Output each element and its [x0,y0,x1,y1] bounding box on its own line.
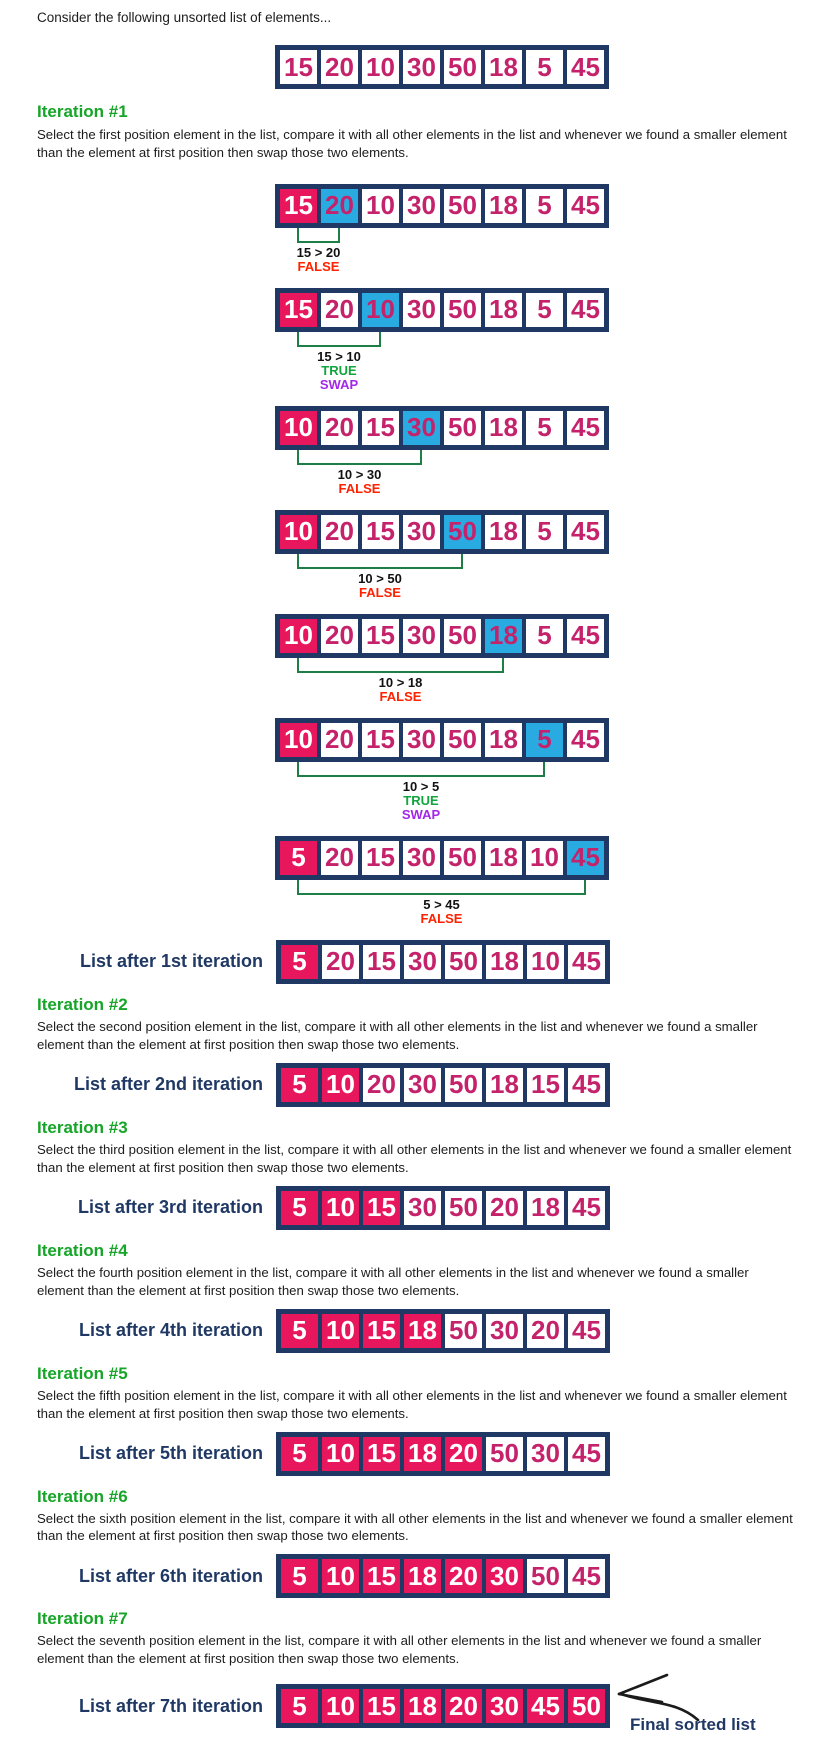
comparison-bracket-icon [297,228,340,243]
comparison-verdict: TRUE [403,792,439,808]
list-cell: 15 [361,1189,402,1227]
list-cell: 15 [278,187,319,225]
iteration-heading: Iteration #7 [37,1609,128,1629]
list-cell: 45 [565,513,606,551]
number-list-row [276,1554,610,1598]
comparison-expression: 15 > 10 [317,348,361,364]
comparison-step [275,510,813,600]
iteration-section [0,1487,813,1599]
list-cell: 45 [566,943,607,981]
comparison-expression: 10 > 18 [378,674,423,690]
list-cell: 10 [360,48,401,86]
list-cell: 18 [483,187,524,225]
list-cell: 5 [279,1189,320,1227]
iteration-section [0,1364,813,1476]
list-cell: 15 [360,617,401,655]
list-cell: 15 [361,1435,402,1473]
list-cell: 18 [483,48,524,86]
list-cell: 15 [360,409,401,447]
comparison-verdict: FALSE [297,258,340,274]
list-cell: 20 [319,839,360,877]
comparison-verdict: TRUE [321,362,357,378]
list-cell: 20 [319,409,360,447]
list-after-label: List after 7th iteration [78,1695,263,1716]
list-after-label: List after 4th iteration [78,1320,263,1341]
list-cell: 10 [320,1066,361,1104]
iteration-section [0,102,813,984]
list-cell: 5 [524,291,565,329]
list-cell: 18 [483,721,524,759]
number-list-row [276,1186,610,1230]
list-cell: 50 [442,291,483,329]
number-list-row [276,1063,610,1107]
list-cell: 10 [320,1557,361,1595]
list-cell: 30 [401,617,442,655]
iteration-description: Select the seventh position element in the list, compare it with all other elements in the list and whenever we found a smaller element than the element at first position then swap those two elements. [37,1633,762,1667]
list-cell: 15 [278,291,319,329]
list-cell: 30 [402,1189,443,1227]
list-cell: 45 [565,187,606,225]
list-cell: 50 [566,1687,607,1725]
list-cell: 30 [401,409,442,447]
list-cell: 45 [565,839,606,877]
list-cell: 15 [525,1066,566,1104]
list-cell: 10 [320,1312,361,1350]
iteration-description: Select the first position element in the list, compare it with all other elements in the list and whenever we found a smaller element than the element at first position then swap those two elements. [37,127,787,160]
list-cell: 18 [483,617,524,655]
comparison-expression: 5 > 45 [423,896,460,912]
comparison-bracket-icon [297,762,545,777]
list-cell: 5 [279,1435,320,1473]
swap-action: SWAP [401,806,441,822]
iteration-section [0,1118,813,1230]
iteration-section [0,1609,813,1735]
list-cell: 5 [279,943,320,981]
list-cell: 15 [278,48,319,86]
list-cell: 15 [361,943,402,981]
iteration-description: Select the fifth position element in the list, compare it with all other elements in the list and whenever we found a smaller element than the element at first position then swap those two elements. [37,1387,787,1421]
number-list-row [275,614,609,658]
list-after-line [37,1677,813,1735]
list-cell: 30 [401,839,442,877]
comparison-step [275,184,813,274]
number-list-row [275,510,609,554]
list-cell: 45 [525,1687,566,1725]
list-cell: 10 [278,513,319,551]
list-after-line [37,1432,813,1476]
list-cell: 20 [319,513,360,551]
comparison-step [275,288,813,392]
number-list-row [275,718,609,762]
list-cell: 5 [524,409,565,447]
list-cell: 10 [320,1687,361,1725]
list-cell: 18 [402,1435,443,1473]
list-cell: 20 [320,943,361,981]
list-cell: 30 [402,943,443,981]
list-cell: 18 [483,291,524,329]
list-cell: 50 [525,1557,566,1595]
number-list-row [276,940,610,984]
list-after-line [37,1309,813,1353]
list-cell: 50 [442,617,483,655]
list-cell: 30 [484,1687,525,1725]
list-cell: 5 [524,48,565,86]
list-cell: 5 [524,721,565,759]
number-list-row [275,406,609,450]
list-cell: 18 [483,513,524,551]
comparison-step [275,836,813,926]
list-after-label: List after 5th iteration [78,1443,263,1464]
list-cell: 20 [443,1557,484,1595]
list-cell: 45 [565,291,606,329]
list-cell: 18 [402,1687,443,1725]
list-cell: 20 [443,1435,484,1473]
list-cell: 50 [442,48,483,86]
comparison-step [275,406,813,496]
list-cell: 45 [566,1312,607,1350]
list-cell: 15 [360,721,401,759]
list-cell: 50 [442,513,483,551]
iteration-section [0,1241,813,1353]
list-cell: 18 [484,1066,525,1104]
list-cell: 18 [402,1557,443,1595]
iteration-heading: Iteration #6 [37,1486,128,1506]
list-cell: 20 [319,187,360,225]
iteration-heading: Iteration #1 [37,102,128,121]
number-list-row [275,836,609,880]
iteration-description: Select the sixth position element in the list, compare it with all other elements in the list and whenever we found a smaller element than the element at first position then swap those two elements. [37,1510,793,1544]
list-cell: 18 [483,409,524,447]
list-cell: 5 [278,839,319,877]
list-cell: 30 [401,721,442,759]
list-cell: 50 [442,187,483,225]
list-after-line [37,1063,813,1107]
list-cell: 50 [443,1189,484,1227]
comparison-verdict: FALSE [359,584,401,600]
list-cell: 50 [443,1312,484,1350]
list-cell: 45 [566,1189,607,1227]
list-cell: 10 [278,409,319,447]
list-cell: 50 [484,1435,525,1473]
list-cell: 30 [484,1557,525,1595]
list-cell: 20 [319,48,360,86]
list-after-line [37,940,813,984]
list-cell: 15 [360,839,401,877]
comparison-expression: 15 > 20 [296,244,341,260]
comparison-step [275,614,813,704]
comparison-expression: 10 > 30 [337,466,382,482]
swap-action: SWAP [319,376,359,392]
list-cell: 5 [279,1557,320,1595]
list-cell: 18 [483,839,524,877]
list-cell: 15 [361,1557,402,1595]
list-cell: 10 [278,721,319,759]
comparison-steps [275,184,813,926]
number-list-row [276,1309,610,1353]
list-cell: 10 [360,187,401,225]
number-list-row [276,1684,610,1728]
list-cell: 15 [361,1312,402,1350]
list-cell: 50 [443,943,484,981]
iteration-heading: Iteration #2 [37,994,128,1014]
list-cell: 10 [320,1189,361,1227]
list-cell: 20 [319,721,360,759]
final-sorted-label: Final sorted list [630,1715,756,1735]
list-cell: 50 [442,839,483,877]
list-cell: 45 [566,1066,607,1104]
list-cell: 20 [319,617,360,655]
final-annotation [612,1669,756,1735]
list-cell: 10 [360,291,401,329]
list-cell: 10 [525,943,566,981]
list-cell: 45 [565,721,606,759]
comparison-verdict: FALSE [420,910,463,926]
list-cell: 30 [484,1312,525,1350]
list-after-line [37,1554,813,1598]
list-cell: 45 [566,1435,607,1473]
comparison-verdict: FALSE [379,688,422,704]
iteration-description: Select the second position element in the list, compare it with all other elements in the list and whenever we found a smaller element than the element at first position then swap those two elements. [37,1018,758,1052]
iteration-heading: Iteration #3 [37,1117,128,1137]
final-arrow-icon [612,1669,730,1721]
list-cell: 5 [279,1312,320,1350]
list-cell: 30 [401,187,442,225]
unsorted-list-container [275,45,813,89]
list-cell: 10 [278,617,319,655]
iteration-description: Select the third position element in the list, compare it with all other elements in the list and whenever we found a smaller element than the element at first position then swap those two elements. [37,1141,792,1175]
list-cell: 45 [565,48,606,86]
list-after-label: List after 3rd iteration [77,1197,263,1218]
list-cell: 5 [279,1687,320,1725]
list-cell: 20 [525,1312,566,1350]
list-cell: 15 [360,513,401,551]
list-cell: 30 [525,1435,566,1473]
list-cell: 20 [484,1189,525,1227]
iteration-heading: Iteration #4 [37,1240,128,1260]
list-cell: 50 [442,721,483,759]
list-cell: 45 [565,409,606,447]
list-cell: 50 [442,409,483,447]
number-list-row [275,184,609,228]
iteration-description: Select the fourth position element in the list, compare it with all other elements in the list and whenever we found a smaller element than the element at first position then swap those two elements. [37,1264,749,1298]
list-cell: 10 [524,839,565,877]
list-cell: 30 [401,513,442,551]
list-after-line [37,1186,813,1230]
intro-text: Consider the following unsorted list of elements... [37,10,332,25]
list-cell: 45 [566,1557,607,1595]
comparison-bracket-icon [297,450,422,465]
list-cell: 5 [524,187,565,225]
number-list-row [276,1432,610,1476]
comparison-bracket-icon [297,880,586,895]
list-cell: 30 [402,1066,443,1104]
comparison-expression: 10 > 50 [358,570,402,586]
list-cell: 5 [524,617,565,655]
list-cell: 30 [401,48,442,86]
comparison-bracket-icon [297,658,504,673]
list-cell: 15 [361,1687,402,1725]
list-cell: 18 [484,943,525,981]
comparison-step [275,718,813,822]
list-cell: 20 [361,1066,402,1104]
list-cell: 10 [320,1435,361,1473]
list-cell: 18 [525,1189,566,1227]
number-list-row [275,45,609,89]
iteration-heading: Iteration #5 [37,1363,128,1383]
list-after-label: List after 1st iteration [79,951,263,972]
list-after-label: List after 6th iteration [78,1565,263,1586]
list-after-label: List after 2nd iteration [73,1074,263,1095]
comparison-expression: 10 > 5 [402,778,440,794]
list-cell: 50 [443,1066,484,1104]
iteration-section [0,995,813,1107]
list-cell: 18 [402,1312,443,1350]
list-cell: 5 [279,1066,320,1104]
iterations-container [0,102,813,1735]
comparison-bracket-icon [297,554,463,569]
comparison-verdict: FALSE [338,480,381,496]
list-cell: 30 [401,291,442,329]
list-cell: 5 [524,513,565,551]
comparison-bracket-icon [297,332,381,347]
list-cell: 45 [565,617,606,655]
number-list-row [275,288,609,332]
list-cell: 20 [319,291,360,329]
list-cell: 20 [443,1687,484,1725]
